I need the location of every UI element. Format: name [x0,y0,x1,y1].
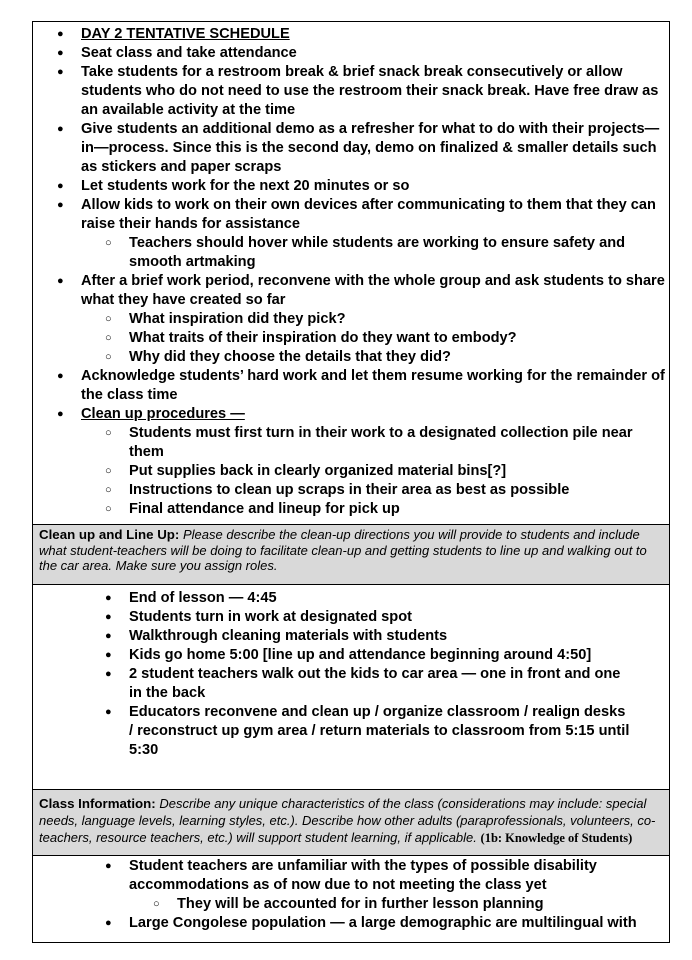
list-item [33,627,633,646]
list-item-text: Give students an additional demo as a refresher for what to do with their projects—in—process. Since this is the second day, demo on finalized & smaller details such as stickers and paper scraps [81,121,660,175]
list-item-text: Students must first turn in their work to a designated collection pile near them [129,425,633,460]
list-item [33,25,669,44]
list-item [33,63,669,120]
list-item [33,367,669,405]
list-item [33,857,649,895]
list-item-text: Acknowledge students’ hard work and let them resume working for the remainder of the class time [81,368,665,403]
sub-list-item [33,348,669,367]
sub-list-item [33,234,669,272]
list-item-text: What traits of their inspiration do they want to embody? [129,330,517,346]
cleanup-list [33,585,669,760]
list-item [33,703,633,760]
list-item-text: Seat class and take attendance [81,45,297,61]
list-item-text: Clean up procedures — [81,406,245,422]
list-item-text: Walkthrough cleaning materials with students [129,628,448,644]
list-item-text: Let students work for the next 20 minutes or so [81,178,410,194]
list-item [33,177,669,196]
sub-list-item [33,462,669,481]
list-item-text: After a brief work period, reconvene with the whole group and ask students to share what they have created so far [81,273,665,308]
sub-list-item [33,310,669,329]
sub-list-item [33,895,649,914]
list-item-text: Teachers should hover while students are working to ensure safety and smooth artmaking [129,235,626,270]
list-item-text: DAY 2 TENTATIVE SCHEDULE [81,26,290,42]
class-info-header-description: Describe any unique characteristics of the class (considerations may include: special needs, language levels, learning styles, etc.). Describe how other adults (paraprofessionals, volunteers, co-teachers, resource teachers, etc.) will support student learning, if applicable. [39,796,656,845]
list-item-text: Instructions to clean up scraps in their area as best as possible [129,482,570,498]
list-item-text: They will be accounted for in further lesson planning [177,896,544,912]
list-item [33,914,649,933]
list-item-text: What inspiration did they pick? [129,311,346,327]
list-item-text: Large Congolese population — a large demographic are multilingual with [129,915,637,931]
class-info-section [32,856,670,943]
list-item-text: Take students for a restroom break & brief snack break consecutively or allow students who do not need to use the restroom their snack break. Have free draw as an available activity at the time [81,64,659,118]
list-item-text: Put supplies back in clearly organized material bins[?] [129,463,507,479]
list-item [33,120,669,177]
list-item [33,589,633,608]
list-item-text: Why did they choose the details that they did? [129,349,451,365]
list-item-text: End of lesson — 4:45 [129,590,277,606]
list-item [33,646,633,665]
class-info-header [32,789,670,856]
list-item [33,405,669,424]
schedule-section [32,21,670,524]
list-item [33,665,633,703]
list-item [33,608,633,627]
cleanup-section [32,585,670,789]
sub-list-item [33,500,669,519]
sub-list-item [33,329,669,348]
list-item [33,44,669,63]
class-info-header-tag: (1b: Knowledge of Students) [480,831,633,845]
class-info-list [33,856,669,933]
cleanup-header [32,524,670,585]
list-item-text: Final attendance and lineup for pick up [129,501,400,517]
list-item-text: Allow kids to work on their own devices after communicating to them that they can raise their hands for assistance [81,197,656,232]
list-item [33,272,669,310]
class-info-header-title: Class Information: [39,796,156,811]
schedule-list [33,22,669,519]
list-item-text: Kids go home 5:00 [line up and attendance beginning around 4:50] [129,647,592,663]
cleanup-header-title: Clean up and Line Up: [39,527,180,542]
sub-list-item [33,424,669,462]
list-item-text: Students turn in work at designated spot [129,609,412,625]
list-item-text: Educators reconvene and clean up / organize classroom / realign desks / reconstruct up gym area / return materials to classroom from 5:15 until 5:30 [129,704,630,758]
list-item-text: 2 student teachers walk out the kids to car area — one in front and one in the back [129,666,621,701]
cleanup-header-description: Please describe the clean-up directions you will provide to students and include what student-teachers will be doing to facilitate clean-up and getting students to line up and walking out to the car area. Make sure you assign roles. [39,527,647,573]
list-item [33,196,669,234]
sub-list-item [33,481,669,500]
list-item-text: Student teachers are unfamiliar with the types of possible disability accommodations as of now due to not meeting the class yet [129,858,597,893]
